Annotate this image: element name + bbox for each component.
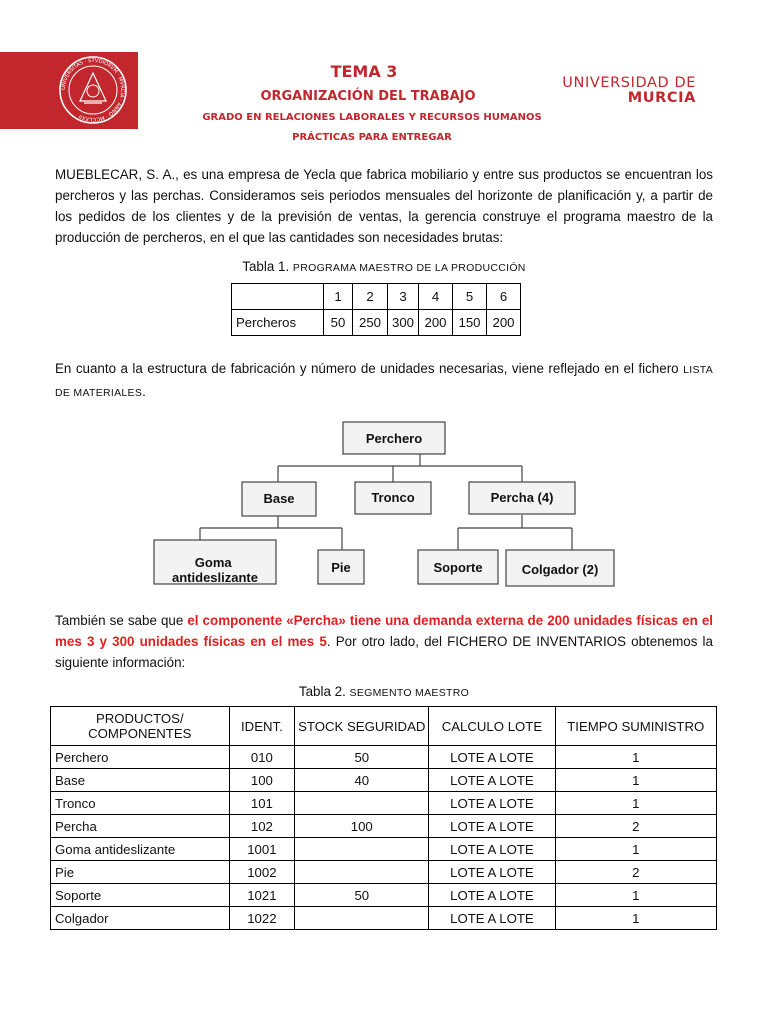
table2-cell: 1021 [229,884,295,907]
table2-cell: 1 [555,746,717,769]
tree-label-goma: Goma antideslizante [172,555,258,585]
table2-cell: LOTE A LOTE [429,861,555,884]
table2-cell: 010 [229,746,295,769]
table2-header: IDENT. [229,707,295,746]
table1-period: 5 [453,284,487,310]
table1-caption-prefix: Tabla 1. [242,259,290,274]
table1-value: 250 [353,310,388,336]
tree-label-tronco: Tronco [371,490,415,505]
master-segment-table [50,706,717,930]
table2-caption [0,684,768,699]
table2-cell [295,907,429,930]
table2-cell: 50 [295,884,429,907]
table2-cell: 50 [295,746,429,769]
table1-period: 1 [324,284,353,310]
table2-cell: LOTE A LOTE [429,746,555,769]
table2-header: PRODUCTOS/ COMPONENTES [51,707,230,746]
table2-cell: 2 [555,861,717,884]
table-row [51,884,717,907]
table2-caption-title: SEGMENTO MAESTRO [349,687,470,699]
table-row [51,838,717,861]
table2-cell [295,861,429,884]
structure-paragraph [55,358,713,404]
tree-label-pie: Pie [331,560,351,575]
table1-period: 2 [353,284,388,310]
table2-cell: LOTE A LOTE [429,884,555,907]
table2-cell: Perchero [51,746,230,769]
master-production-table [231,283,521,336]
table2-cell: 100 [295,815,429,838]
structure-text: En cuanto a la estructura de fabricación y número de unidades necesarias, viene reflejado en el fichero [55,361,679,376]
table2-cell: Pie [51,861,230,884]
tree-label-soporte: Soporte [433,560,483,575]
table2-cell: Tronco [51,792,230,815]
tema-title: TEMA 3 [330,62,398,81]
table2-cell: 1022 [229,907,295,930]
table1-value: 150 [453,310,487,336]
table2-cell: 1 [555,769,717,792]
table2-cell: Percha [51,815,230,838]
tree-label-perchero: Percherо [365,431,423,446]
table2-header: TIEMPO SUMINISTRO [555,707,717,746]
table2-cell: Colgador [51,907,230,930]
table-row [51,907,717,930]
table2-cell: 40 [295,769,429,792]
university-line2: MURCIA [627,90,696,106]
table1-value: 300 [388,310,419,336]
degree-title: GRADO EN RELACIONES LABORALES Y RECURSOS HUMANOS [202,112,542,123]
table2-cell: 2 [555,815,717,838]
table2-cell: 102 [229,815,295,838]
table2-cell: LOTE A LOTE [429,907,555,930]
table2-cell: Goma antideslizante [51,838,230,861]
table1-value: 50 [324,310,353,336]
table-row [51,769,717,792]
table2-cell: 101 [229,792,295,815]
subject-title: ORGANIZACIÓN DEL TRABAJO [260,89,476,104]
table-row [51,815,717,838]
table1-period: 3 [388,284,419,310]
table1-caption-title: PROGRAMA MAESTRO DE LA PRODUCCIÓN [292,262,526,274]
table2-cell: LOTE A LOTE [429,769,555,792]
table2-header-row [51,707,717,746]
structure-end: . [142,384,146,399]
tree-label-base: Base [263,491,295,506]
table1-empty-cell [232,284,324,310]
table2-cell [295,838,429,861]
table2-cell: 100 [229,769,295,792]
table2-header: STOCK SEGURIDAD [295,707,429,746]
table1-period: 6 [487,284,521,310]
demand-paragraph [55,610,713,673]
table2-header: CALCULO LOTE [429,707,555,746]
table2-body [51,746,717,930]
tree-label-colgador: Colgador (2) [521,562,599,577]
table1-row-label: Percheros [232,310,324,336]
table1-data-row [232,310,521,336]
table2-cell: 1 [555,907,717,930]
svg-text:UNIVERSITAS · STVDIORVM · MVRC: UNIVERSITAS · STVDIORVM · MVRCIA · ANNO · MCCLXXII [60,57,126,123]
university-line1: UNIVERSIDAD DE [562,75,696,91]
demand-highlight: el componente «Percha» tiene una demanda externa de 200 unidades físicas en el mes 3 y 300 unidades físicas en el mes 5 [55,613,713,649]
table-row [51,746,717,769]
table2-cell: 1 [555,792,717,815]
product-structure-tree [150,420,620,592]
bom-file-name: LISTA DE MATERIALES [55,364,713,399]
table2-cell: LOTE A LOTE [429,815,555,838]
table1-period: 4 [419,284,453,310]
table2-cell: 1002 [229,861,295,884]
university-logo-text [562,76,696,106]
table-row [51,792,717,815]
table1-value: 200 [487,310,521,336]
table2-caption-prefix: Tabla 2. [298,684,346,699]
practice-title: PRÁCTICAS PARA ENTREGAR [292,132,452,143]
table-row [51,861,717,884]
table2-cell: 1001 [229,838,295,861]
table2-cell: Base [51,769,230,792]
table1-caption [0,259,768,274]
table1-header-row [232,284,521,310]
table2-cell: LOTE A LOTE [429,838,555,861]
tree-label-percha: Percha (4) [490,490,554,505]
table2-cell: 1 [555,838,717,861]
demand-end: . Por otro lado, del FICHERO DE INVENTARIOS obtenemos la siguiente información: [55,634,713,670]
table2-cell: Soporte [51,884,230,907]
table2-cell: LOTE A LOTE [429,792,555,815]
table1-value: 200 [419,310,453,336]
intro-paragraph: MUEBLECAR, S. A., es una empresa de Yecla que fabrica mobiliario y entre sus productos se encuentran los percheros y las perchas. Consideramos seis periodos mensuales del horizonte de planificación y, a partir de los pedidos de los clientes y de la previsión de ventas, la gerencia construye el programa maestro de la producción de percheros, en el que las cantidades son necesidades brutas: [55,167,713,245]
demand-start: También se sabe que [55,613,188,628]
table2-cell [295,792,429,815]
table2-cell: 1 [555,884,717,907]
